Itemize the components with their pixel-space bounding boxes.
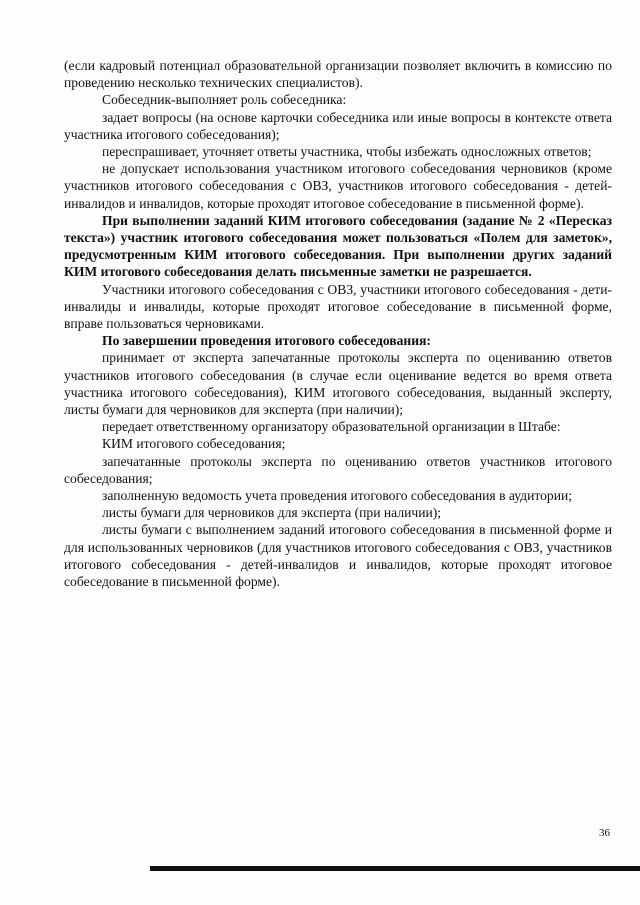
paragraph: заполненную ведомость учета проведения итогового собеседования в аудитории; <box>102 488 573 504</box>
paragraph: передает ответственному организатору образовательной организации в Штабе: <box>102 419 561 435</box>
paragraph: При выполнении заданий КИМ итогового собеседования (задание № 2 «Пересказ текста») участник итогового собеседования может пользоваться «Полем для заметок», предусмотренным КИМ итогового собеседования. При выполнении других заданий КИМ итогового собеседования делать письменные заметки не разрешается. <box>64 212 612 280</box>
page-number: 36 <box>599 827 610 839</box>
paragraph: Собеседник-выполняет роль собеседника: <box>102 92 347 108</box>
paragraph: Участники итогового собеседования с ОВЗ, участники итогового собеседования - дети-инвалиды и инвалиды, которые проходят итоговое собеседование в письменной форме, вправе пользоваться черновиками. <box>64 281 612 332</box>
paragraph: запечатанные протоколы эксперта по оцениванию ответов участников итогового собеседования; <box>64 453 612 486</box>
paragraph: По завершении проведения итогового собеседования: <box>102 333 431 349</box>
document-body <box>64 57 612 590</box>
paragraph: (если кадровый потенциал образовательной организации позволяет включить в комиссию по проведению несколько технических специалистов). <box>64 58 612 91</box>
paragraph: переспрашивает, уточняет ответы участника, чтобы избежать односложных ответов; <box>102 144 592 160</box>
paragraph: листы бумаги для черновиков для эксперта (при наличии); <box>102 505 442 521</box>
paragraph: не допускает использования участником итогового собеседования черновиков (кроме участников итогового собеседования с ОВЗ, участников итогового собеседования - детей-инвалидов и инвалидов, которые проходят итоговое собеседование в письменной форме). <box>64 161 612 211</box>
paragraph: принимает от эксперта запечатанные протоколы эксперта по оцениванию ответов участников итогового собеседования (в случае если оценивание ведется во время ответа участника итогового собеседования), КИМ итогового собеседования, выданный эксперту, листы бумаги для черновиков для эксперта (при наличии); <box>64 350 612 418</box>
scan-edge-line <box>150 866 640 871</box>
paragraph: КИМ итогового собеседования; <box>102 436 286 452</box>
paragraph: листы бумаги с выполнением заданий итогового собеседования в письменной форме и для использованных черновиков (для участников итогового собеседования с ОВЗ, участников итогового собеседования - детей-инвалидов и инвалидов, которые проходят итоговое собеседование в письменной форме). <box>64 522 612 590</box>
paragraph: задает вопросы (на основе карточки собеседника или иные вопросы в контексте ответа участника итогового собеседования); <box>64 109 612 142</box>
